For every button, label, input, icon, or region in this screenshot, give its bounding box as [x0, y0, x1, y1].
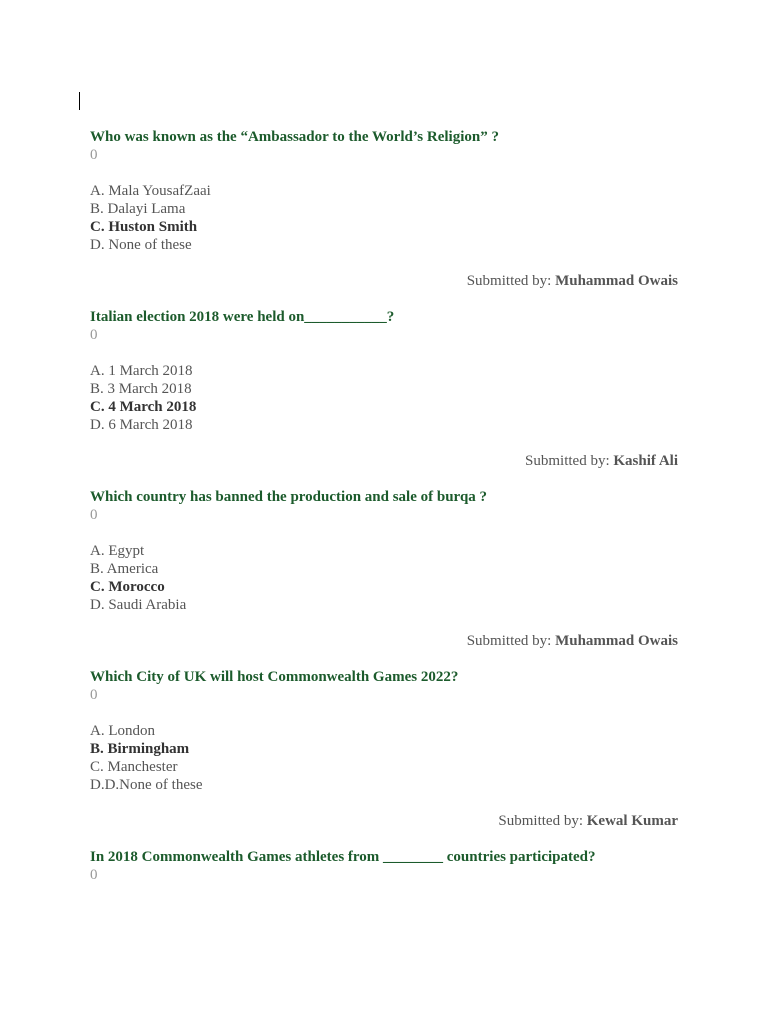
- option-a[interactable]: A. London: [90, 723, 155, 739]
- question-count: 0: [90, 687, 98, 703]
- question-count: 0: [90, 147, 98, 163]
- option-a[interactable]: A. 1 March 2018: [90, 363, 193, 379]
- submitted-author: Muhammad Owais: [555, 273, 678, 289]
- question-text[interactable]: Which country has banned the production and sale of burqa ?: [90, 489, 488, 505]
- text-cursor: [79, 92, 80, 110]
- submitted-by: [90, 272, 678, 290]
- submitted-label: Submitted by:: [525, 453, 610, 469]
- submitted-by: [90, 812, 678, 830]
- question-text[interactable]: In 2018 Commonwealth Games athletes from ________ countries participated?: [90, 849, 596, 865]
- submitted-by: [90, 452, 678, 470]
- question-count: 0: [90, 507, 98, 523]
- submitted-author: Kashif Ali: [613, 453, 678, 469]
- option-c-correct[interactable]: C. Morocco: [90, 579, 165, 595]
- option-d[interactable]: D. None of these: [90, 237, 192, 253]
- question-text[interactable]: Which City of UK will host Commonwealth Games 2022?: [90, 669, 459, 685]
- option-d[interactable]: D. Saudi Arabia: [90, 597, 187, 613]
- option-a[interactable]: A. Egypt: [90, 543, 145, 559]
- option-a[interactable]: A. Mala YousafZaai: [90, 183, 211, 199]
- option-b[interactable]: B. America: [90, 561, 159, 577]
- option-d[interactable]: D. 6 March 2018: [90, 417, 193, 433]
- question-count: 0: [90, 867, 98, 883]
- submitted-label: Submitted by:: [466, 633, 552, 649]
- option-c-correct[interactable]: C. Huston Smith: [90, 219, 198, 235]
- mcq-item: [90, 308, 678, 470]
- option-c[interactable]: C. Manchester: [90, 759, 178, 775]
- option-d[interactable]: D.D.None of these: [90, 777, 203, 793]
- option-c-correct[interactable]: C. 4 March 2018: [90, 399, 197, 415]
- submitted-author: Kewal Kumar: [586, 813, 678, 829]
- mcq-item: [90, 668, 678, 830]
- question-text[interactable]: Who was known as the “Ambassador to the World’s Religion” ?: [90, 129, 499, 145]
- mcq-list: [90, 128, 678, 902]
- submitted-label: Submitted by:: [498, 813, 583, 829]
- option-b-correct[interactable]: B. Birmingham: [90, 741, 190, 757]
- submitted-author: Muhammad Owais: [555, 633, 678, 649]
- option-b[interactable]: B. Dalayi Lama: [90, 201, 186, 217]
- option-b[interactable]: B. 3 March 2018: [90, 381, 192, 397]
- question-text[interactable]: Italian election 2018 were held on___________?: [90, 309, 395, 325]
- question-count: 0: [90, 327, 98, 343]
- submitted-by: [90, 632, 678, 650]
- mcq-item: [90, 848, 678, 884]
- mcq-item: [90, 488, 678, 650]
- mcq-item: [90, 128, 678, 290]
- submitted-label: Submitted by:: [466, 273, 552, 289]
